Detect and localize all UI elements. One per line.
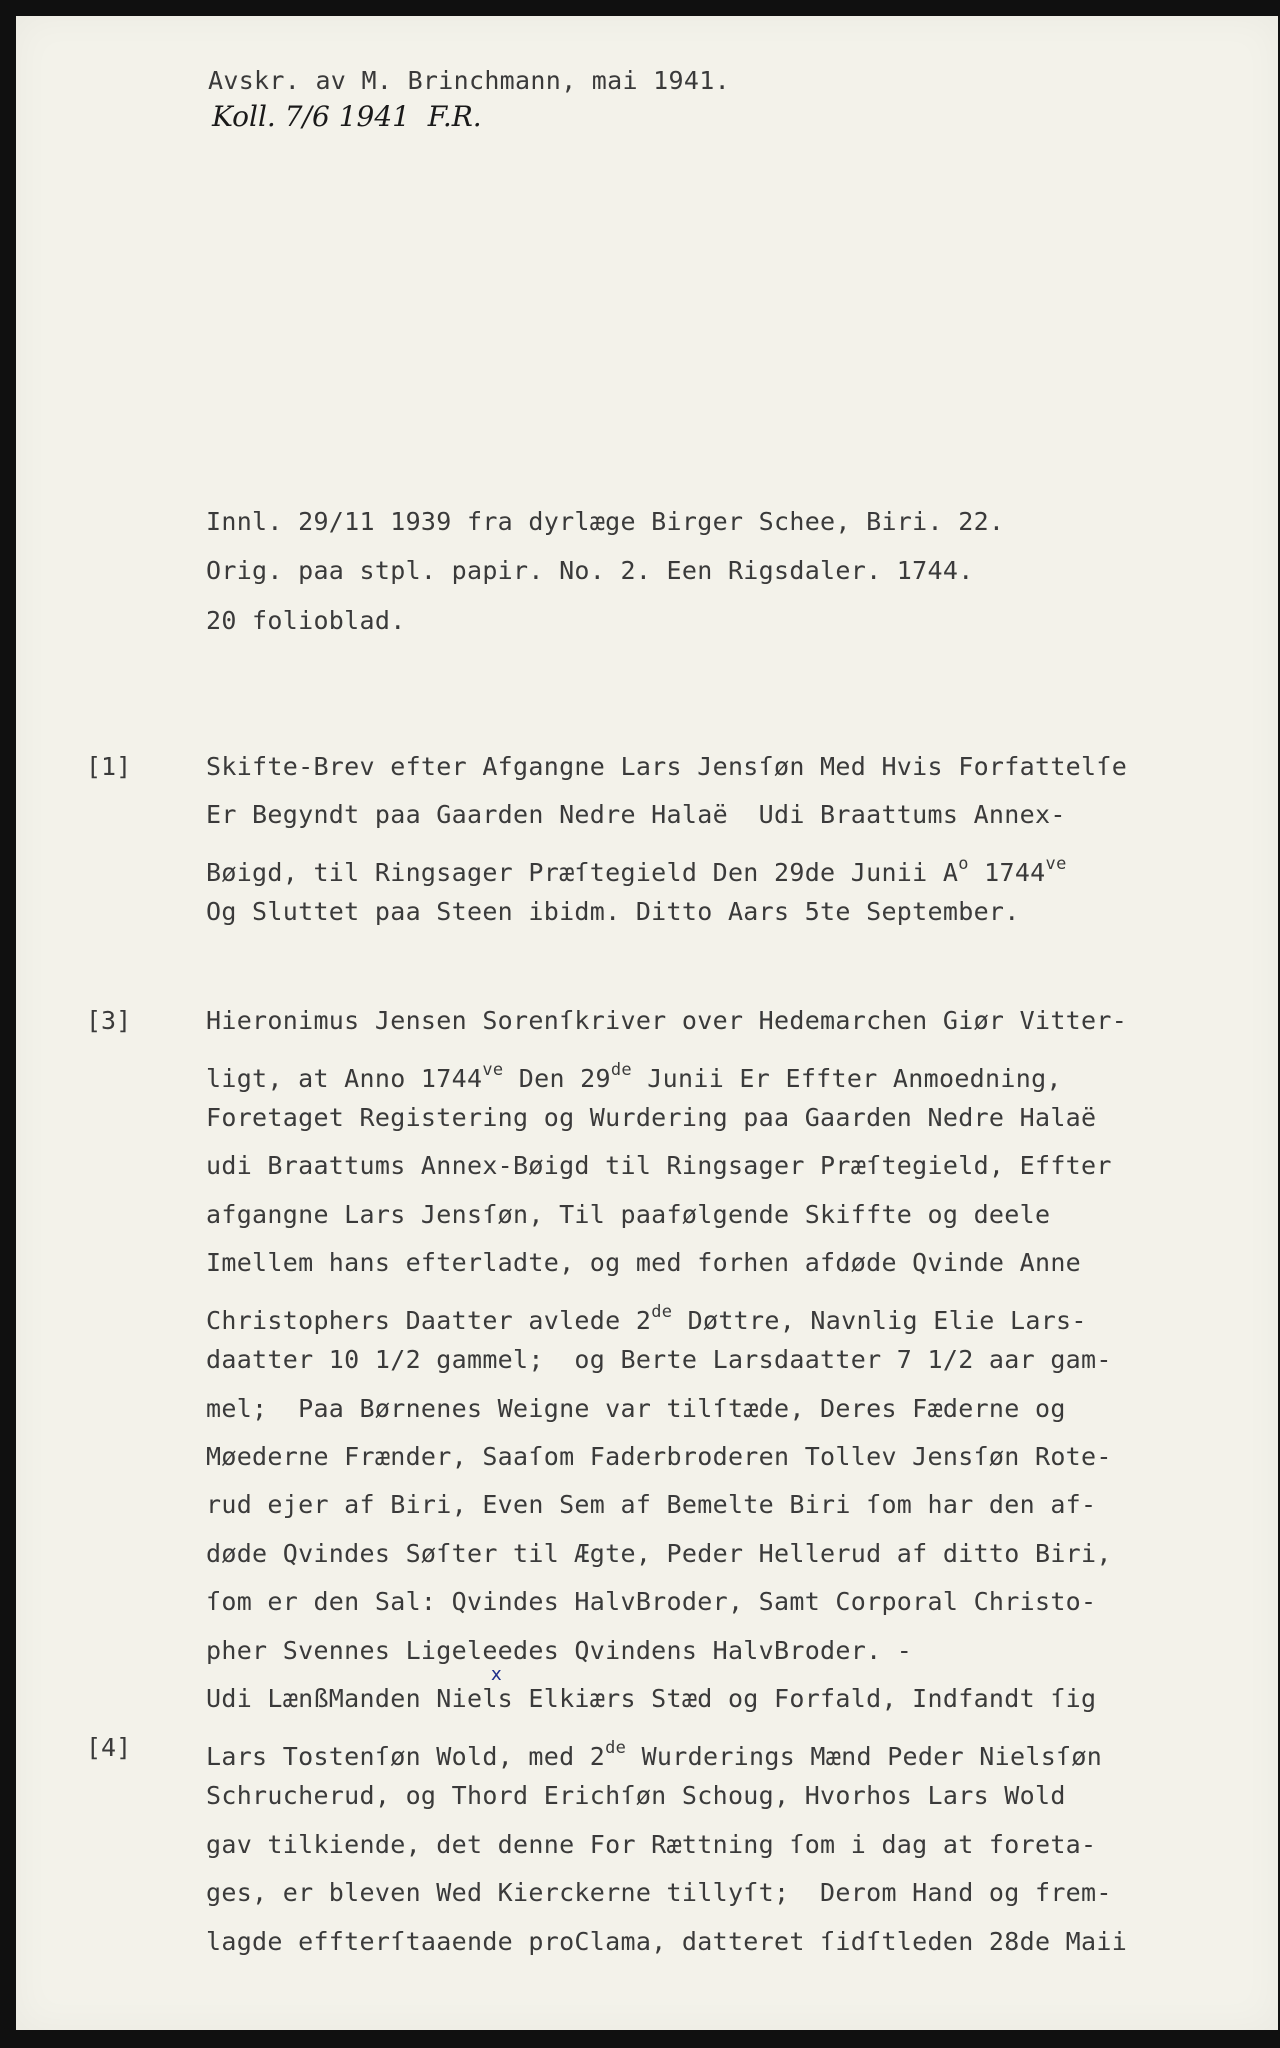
body-line: Møederne Frænder, Saaſom Faderbroderen Tollev Jensſøn Rote- [206,1442,1112,1471]
body-line: afgangne Lars Jensſøn, Til paafølgende Skiffte og deele [206,1200,1051,1229]
body-line: gav tilkiende, det denne For Rættning ſom i dag at foreta- [206,1830,1097,1859]
body-line: lagde effterſtaaende proClama, datteret ſidſtleden 28de Maii [206,1927,1128,1956]
handwritten-collation-note: Koll. 7/6 1941 F.R. [212,100,482,133]
body-line: pher Svennes Ligeleedes Qvindens HalvBroder. - [206,1636,913,1665]
body-line: Er Begyndt paa Gaarden Nedre Halaë Udi Braattums Annex- [206,800,1066,829]
margin-ref-1: [1] [86,752,132,781]
document-page [16,16,1278,2030]
body-line: ligt, at Anno $1744^{ve}$ Den 29de Junii Er Effter Anmoedning, [206,1060,1062,1093]
intro-line-1: Innl. 29/11 1939 fra dyrlæge Birger Schee, Biri. 22. [206,507,1005,536]
body-line: Bøigd, til Ringsager Præſtegield Den 29de Junii $A^o$ $1744^{ve}$ [206,854,1067,887]
body-line: daatter 10 1/2 gammel; og Berte Larsdaatter 7 1/2 aar gam- [206,1345,1112,1374]
insertion-mark: x [491,1664,502,1685]
body-line: Og Sluttet paa Steen ibidm. Ditto Aars 5te September. [206,897,1020,926]
body-line: ges, er bleven Wed Kierckerne tillyſt; Derom Hand og frem- [206,1878,1112,1907]
body-line: Schrucherud, og Thord Erichſøn Schoug, Hvorhos Lars Wold [206,1781,1066,1810]
body-line: Foretaget Registering og Wurdering paa Gaarden Nedre Halaë [206,1103,1097,1132]
body-line: Lars Tostenſøn Wold, med 2de Wurderings Mænd Peder Nielsſøn [206,1738,1103,1771]
body-line: Udi LænßManden Niels Elkiærs Stæd og Forfald, Indfandt ſig [206,1684,1097,1713]
body-line: mel; Paa Børnenes Weigne var tilſtæde, Deres Fæderne og [206,1394,1066,1423]
body-line: Imellem hans efterladte, og med forhen afdøde Qvinde Anne [206,1248,1082,1277]
body-line: Christophers Daatter avlede 2de Døttre, Navnlig Elie Lars- [206,1302,1087,1335]
margin-ref-4: [4] [86,1733,132,1762]
body-line: døde Qvindes Søſter til Ægte, Peder Hellerud af ditto Biri, [206,1539,1112,1568]
margin-ref-3: [3] [86,1006,132,1035]
body-line: ſom er den Sal: Qvindes HalvBroder, Samt Corporal Christo- [206,1587,1097,1616]
intro-line-2: Orig. paa stpl. papir. No. 2. Een Rigsdaler. 1744. [206,556,974,585]
body-line: Skifte-Brev efter Afgangne Lars Jensſøn Med Hvis Forfattelſe [206,752,1128,781]
intro-line-3: 20 folioblad. [206,606,406,635]
body-line: rud ejer af Biri, Even Sem af Bemelte Biri ſom har den af- [206,1490,1097,1519]
transcription-note: Avskr. av M. Brinchmann, mai 1941. [208,66,730,95]
body-line: udi Braattums Annex-Bøigd til Ringsager Præſtegield, Effter [206,1151,1112,1180]
body-line: Hieronimus Jensen Sorenſkriver over Hedemarchen Giør Vitter- [206,1006,1128,1035]
